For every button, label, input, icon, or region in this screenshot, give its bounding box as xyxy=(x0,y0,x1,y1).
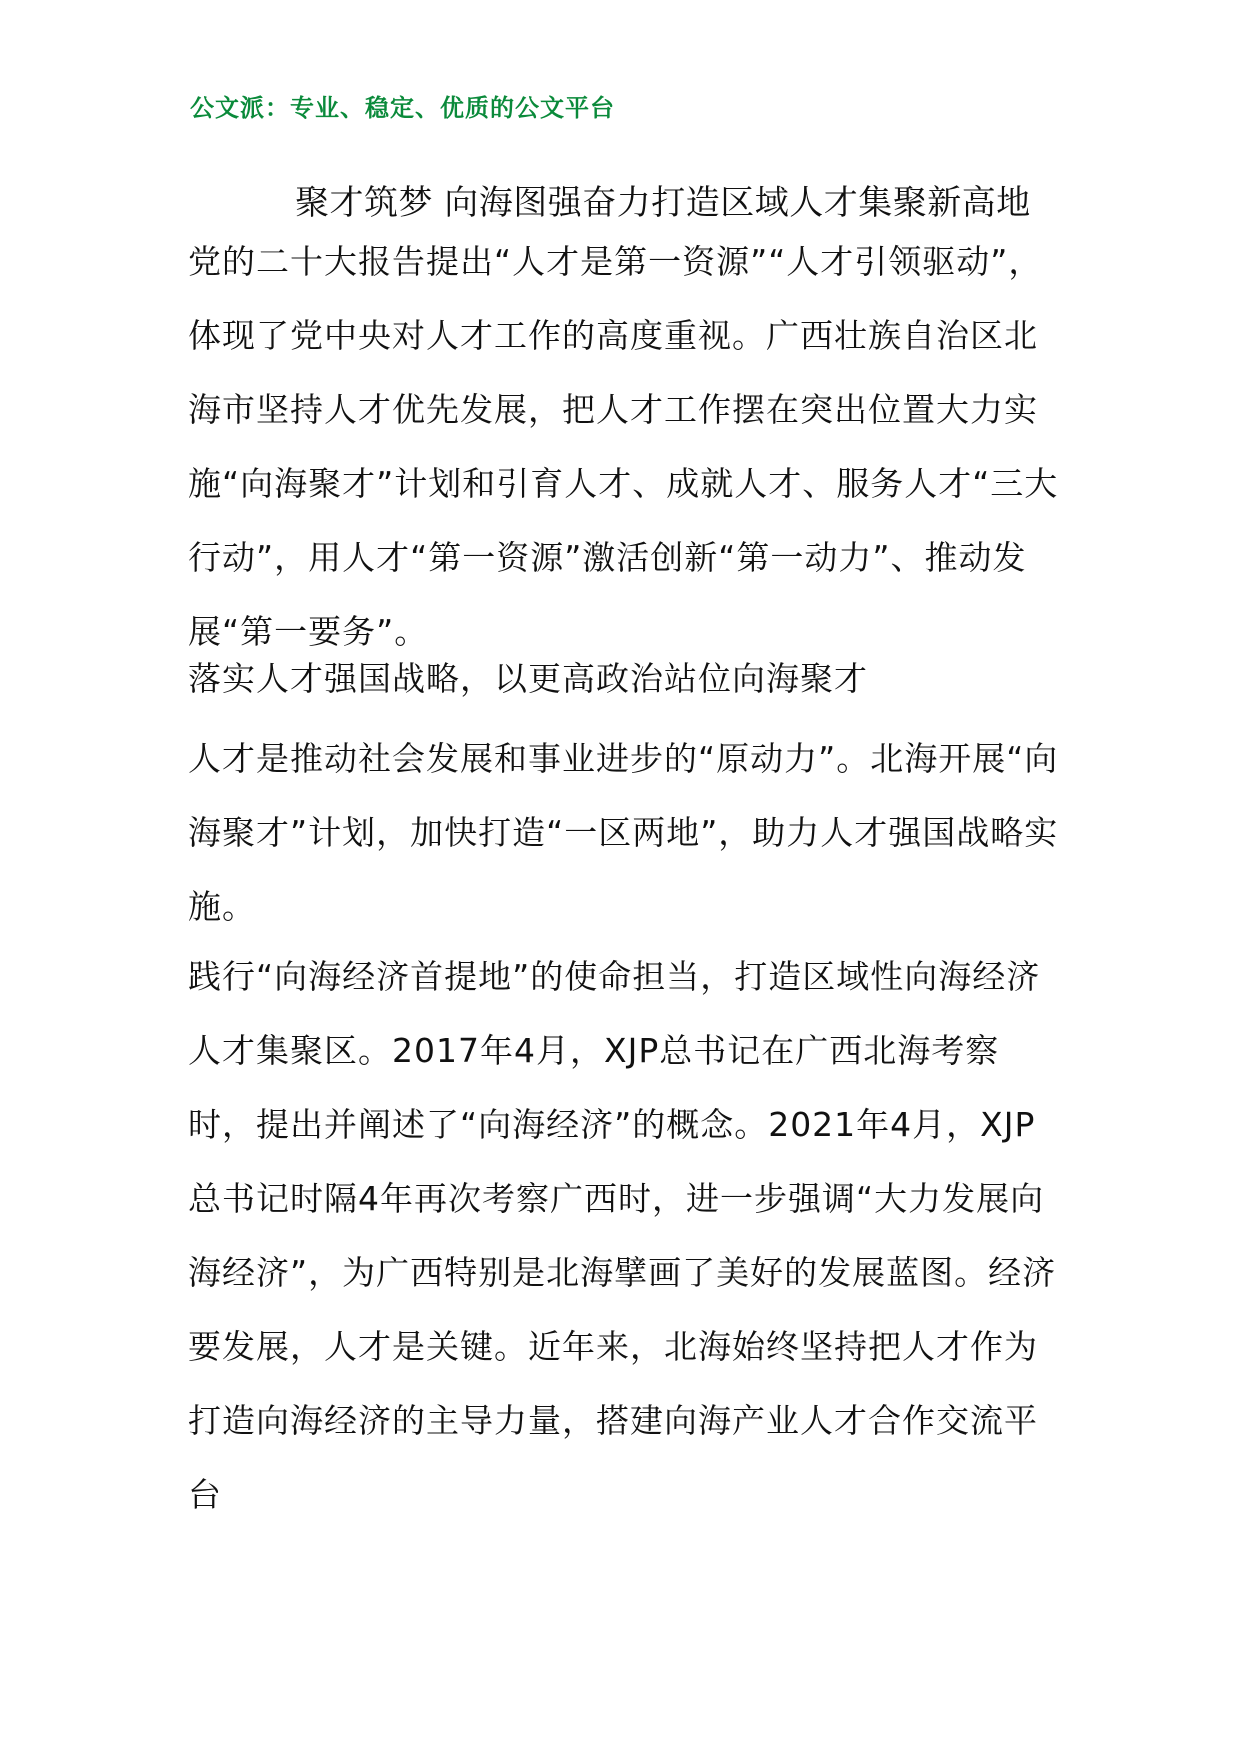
site-banner: 公文派：专业、稳定、优质的公文平台 xyxy=(190,93,615,122)
paragraph-intro: 党的二十大报告提出“人才是第一资源”“人才引领驱动”，体现了党中央对人才工作的高度重视。广西壮族自治区北海市坚持人才优先发展，把人才工作摆在突出位置大力实施“向海聚才”计划和引育人才、成就人才、服务人才“三大行动”，用人才“第一资源”激活创新“第一动力”、推动发展“第一要务”。 xyxy=(188,242,1059,651)
document-title: 聚才筑梦 向海图强奋力打造区域人才集聚新高地 xyxy=(295,183,1031,223)
section-heading: 落实人才强国战略，以更高政治站位向海聚才 xyxy=(188,659,868,698)
paragraph-ocean-economy: 践行“向海经济首提地”的使命担当，打造区域性向海经济人才集聚区。2017年4月，XJP总书记在广西北海考察时，提出并阐述了“向海经济”的概念。2021年4月，XJP总书记时隔4年再次考察广西时，进一步强调“大力发展向海经济”，为广西特别是北海擘画了美好的发展蓝图。经济要发展，人才是关键。近年来，北海始终坚持把人才作为打造向海经济的主导力量，搭建向海产业人才合作交流平台 xyxy=(188,957,1057,1514)
paragraph-strategy: 人才是推动社会发展和事业进步的“原动力”。北海开展“向海聚才”计划，加快打造“一区两地”，助力人才强国战略实施。 xyxy=(188,739,1059,926)
